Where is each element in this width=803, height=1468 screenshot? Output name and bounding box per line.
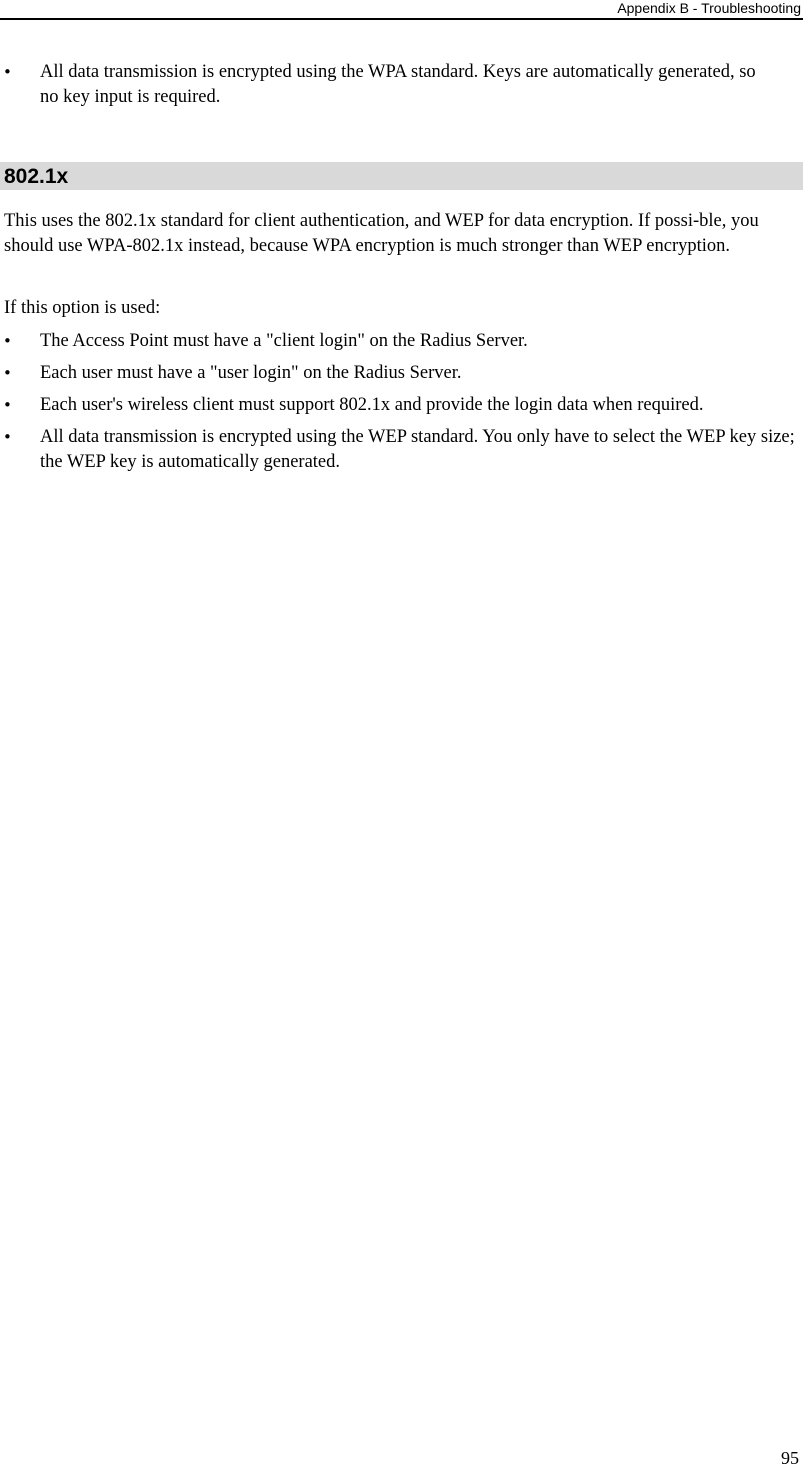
requirements-bullet-list bbox=[0, 329, 803, 482]
section-heading-bar bbox=[0, 162, 803, 190]
section-title: 802.1x bbox=[4, 165, 69, 188]
list-item: • All data transmission is encrypted using the WEP standard. You only have to select the WEP key size; the WEP key is automatically generated. bbox=[0, 425, 803, 474]
list-item: • Each user must have a "user login" on the Radius Server. bbox=[0, 361, 803, 386]
top-bullet-list bbox=[0, 60, 760, 109]
list-item: • The Access Point must have a "client login" on the Radius Server. bbox=[0, 329, 803, 354]
header-rule bbox=[0, 18, 803, 20]
condition-paragraph: If this option is used: bbox=[4, 298, 161, 318]
running-header: Appendix B - Troubleshooting bbox=[617, 0, 801, 16]
list-item: • All data transmission is encrypted using the WPA standard. Keys are automatically generated, so no key input is required. bbox=[0, 60, 760, 109]
page-number: 95 bbox=[781, 1448, 799, 1468]
intro-paragraph: This uses the 802.1x standard for client authentication, and WEP for data encryption. If possi-ble, you should use WPA-802.1x instead, because WPA encryption is much stronger than WEP encryption. bbox=[4, 211, 759, 256]
list-item: • Each user's wireless client must support 802.1x and provide the login data when required. bbox=[0, 393, 803, 418]
